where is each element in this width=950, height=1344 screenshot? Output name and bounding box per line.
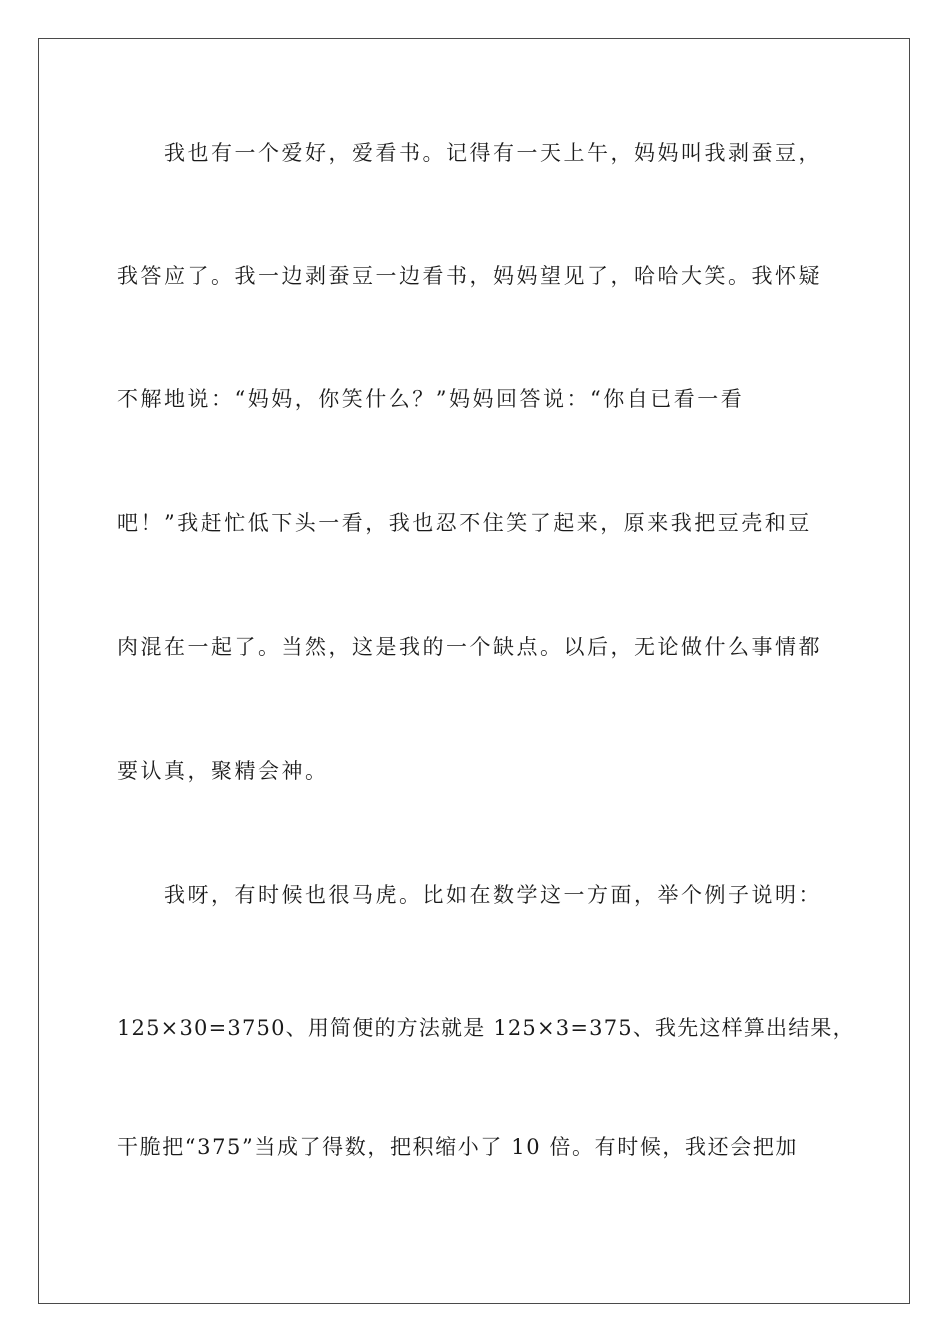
paragraph-1-line-5: 肉混在一起了。当然，这是我的一个缺点。以后，无论做什么事情都 [117,635,822,659]
paragraph-1-line-6: 要认真，聚精会神。 [117,759,329,783]
paragraph-1-line-1: 我也有一个爱好，爱看书。记得有一天上午，妈妈叫我剥蚕豆， [164,141,822,165]
paragraph-1-line-2: 我答应了。我一边剥蚕豆一边看书，妈妈望见了，哈哈大笑。我怀疑 [117,264,822,288]
page-border [38,38,910,1304]
paragraph-2-line-2: 125×30=3750、用简便的方法就是 125×3=375、我先这样算出结果， [117,1016,855,1040]
paragraph-1-line-3: 不解地说：“妈妈，你笑什么？”妈妈回答说：“你自已看一看 [117,387,745,411]
paragraph-2-line-3: 干脆把“375”当成了得数，把积缩小了 10 倍。有时候，我还会把加 [117,1135,799,1159]
paragraph-1-line-4: 吧！”我赶忙低下头一看，我也忍不住笑了起来，原来我把豆壳和豆 [117,511,812,535]
paragraph-2-line-1: 我呀，有时候也很马虎。比如在数学这一方面，举个例子说明： [164,883,822,907]
